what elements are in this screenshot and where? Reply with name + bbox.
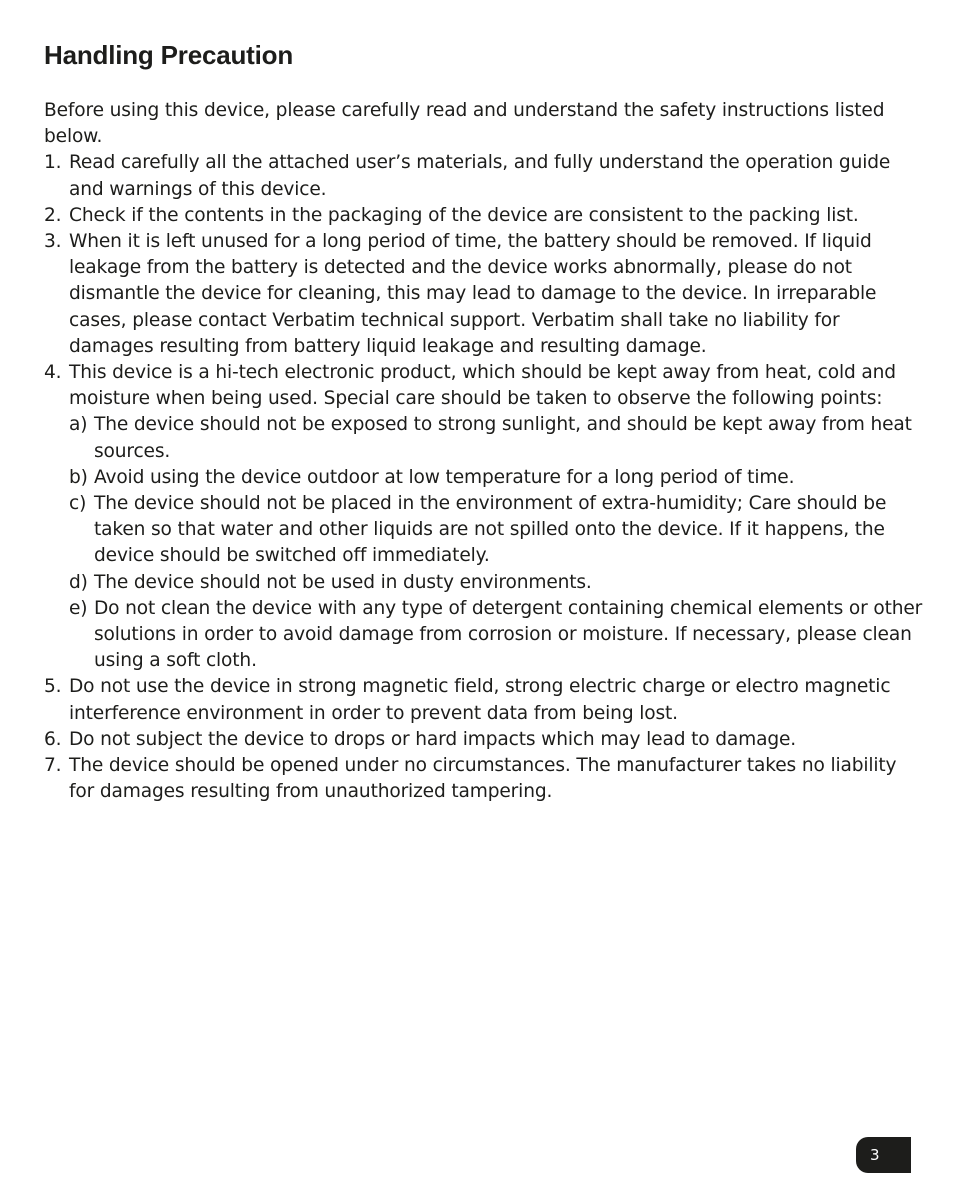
- sub-item-text: The device should not be placed in the environment of extra-humidity; Care should be taken so that water and other liquids are not spilled onto the device. If it happens, the device should be switched off immediately.: [94, 493, 887, 567]
- item-text: Do not use the device in strong magnetic field, strong electric charge or electro magnetic interference environment in order to prevent data from being lost.: [69, 676, 891, 724]
- sub-item-letter: c): [69, 493, 87, 515]
- sub-list-item: [69, 412, 924, 464]
- sub-list-item: [69, 465, 924, 491]
- item-number: 5.: [44, 676, 62, 698]
- sub-item-text: Avoid using the device outdoor at low temperature for a long period of time.: [94, 466, 795, 488]
- item-text: When it is left unused for a long period of time, the battery should be removed. If liquid leakage from the battery is detected and the device works abnormally, please do not dismantle the device for cleaning, this may lead to damage to the device. In irreparable cases, please contact Verbatim technical support. Verbatim shall take no liability for damages resulting from battery liquid leakage and resulting damage.: [69, 231, 877, 357]
- sub-item-text: The device should not be used in dusty environments.: [94, 571, 592, 593]
- item-text: Read carefully all the attached user’s materials, and fully understand the operation guide and warnings of this device.: [69, 152, 891, 200]
- sub-item-letter: d): [69, 571, 88, 593]
- item-text: Do not subject the device to drops or hard impacts which may lead to damage.: [69, 728, 797, 750]
- sub-item-letter: a): [69, 414, 88, 436]
- sub-list-item: [69, 596, 924, 675]
- page-title: Handling Precaution: [44, 40, 294, 70]
- item-number: 4.: [44, 362, 62, 384]
- sub-list-item: [69, 491, 924, 570]
- sub-item-text: Do not clean the device with any type of detergent containing chemical elements or other solutions in order to avoid damage from corrosion or moisture. If necessary, please clean using a soft cloth.: [94, 597, 923, 672]
- item-number: 7.: [44, 755, 62, 777]
- sub-item-text: The device should not be exposed to strong sunlight, and should be kept away from heat sources.: [94, 414, 912, 462]
- list-item: [44, 229, 924, 360]
- item-text: This device is a hi-tech electronic product, which should be kept away from heat, cold and moisture when being used. Special care should be taken to observe the following points:: [69, 362, 896, 410]
- item-number: 6.: [44, 728, 62, 750]
- list-item: [44, 727, 924, 753]
- list-item: [44, 753, 924, 805]
- list-item: [44, 360, 924, 674]
- precautions-list: [44, 150, 924, 805]
- item-text: The device should be opened under no circumstances. The manufacturer takes no liability for damages resulting from unauthorized tampering.: [69, 755, 897, 803]
- precautions-content: [44, 98, 924, 805]
- sub-item-letter: e): [69, 597, 88, 619]
- sub-item-letter: b): [69, 466, 88, 488]
- sub-list: [69, 412, 924, 674]
- list-item: [44, 150, 924, 202]
- list-item: [44, 203, 924, 229]
- item-number: 2.: [44, 204, 62, 226]
- list-item: [44, 674, 924, 726]
- item-text: Check if the contents in the packaging of the device are consistent to the packing list.: [69, 204, 859, 226]
- sub-list-item: [69, 570, 924, 596]
- intro-paragraph: Before using this device, please carefully read and understand the safety instructions listed below.: [44, 100, 885, 148]
- page-number-tab: 3: [856, 1137, 911, 1173]
- item-number: 1.: [44, 152, 62, 174]
- item-number: 3.: [44, 231, 62, 253]
